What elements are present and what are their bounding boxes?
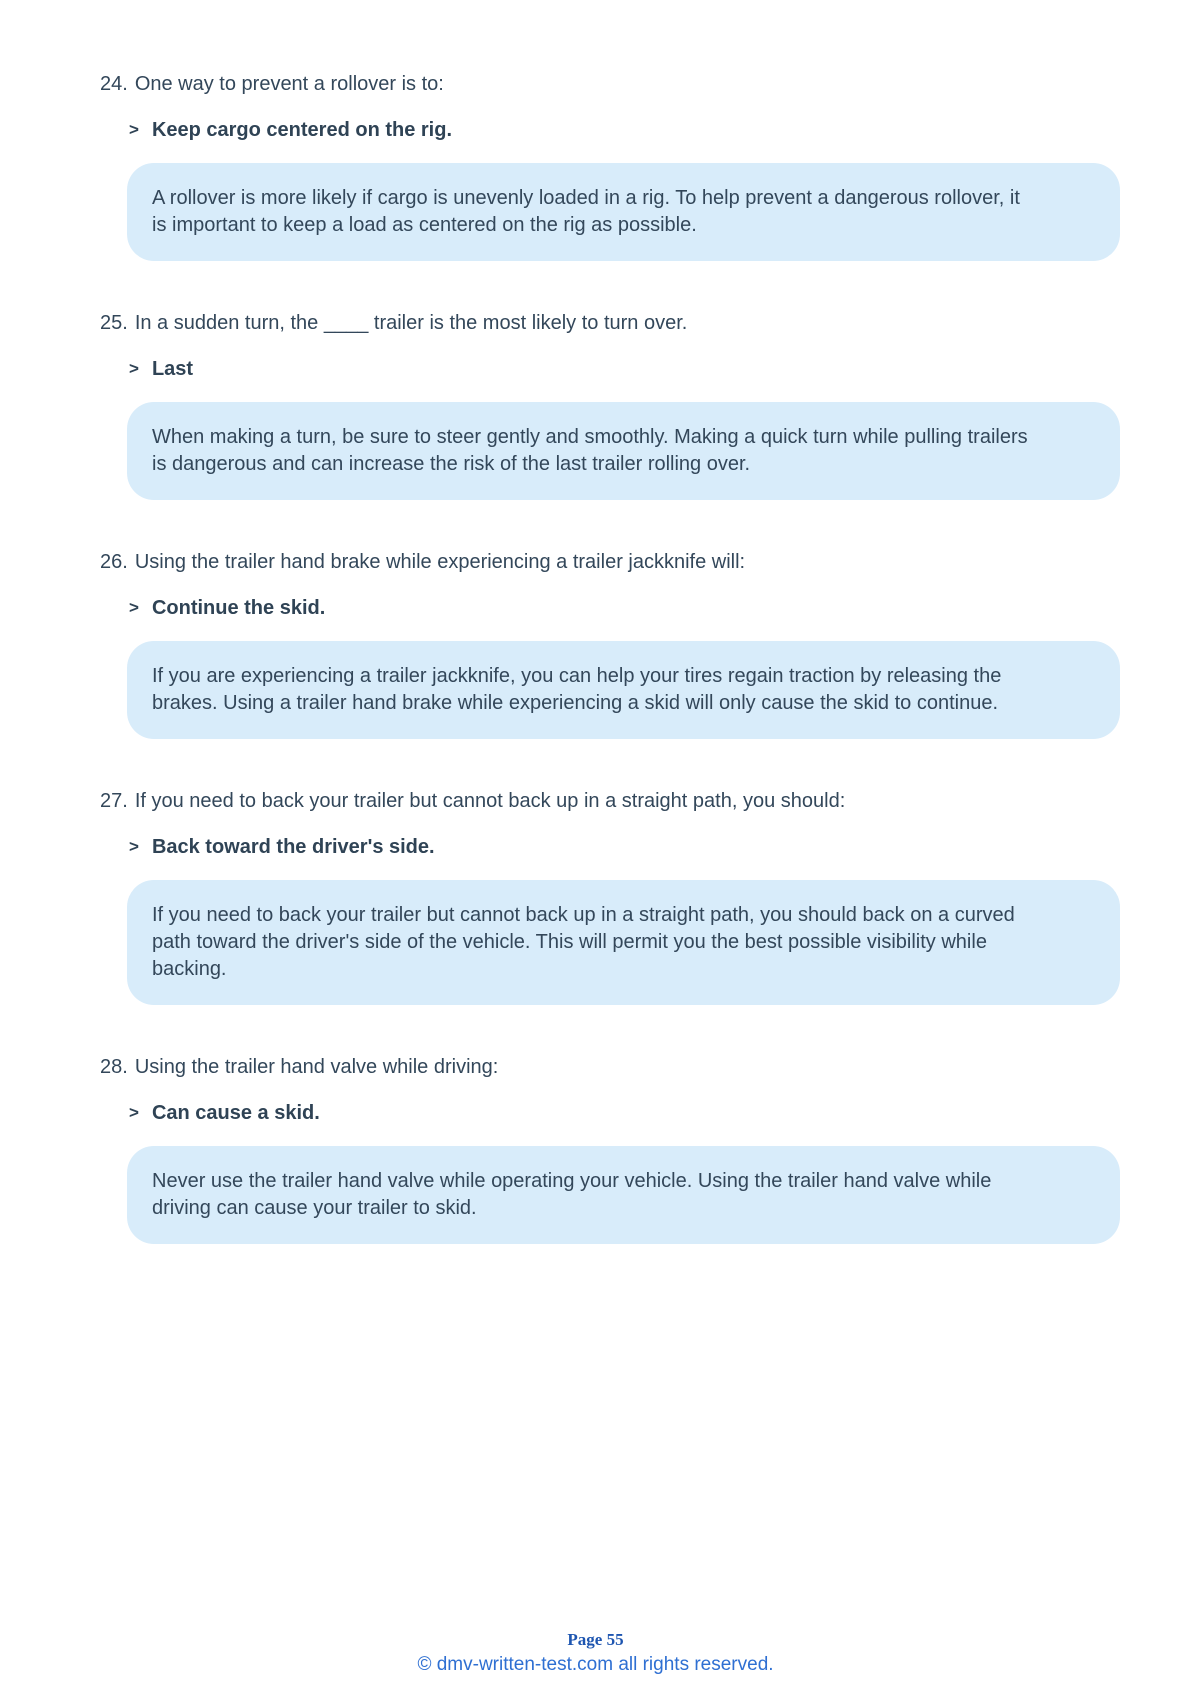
- explanation-box: [127, 641, 1120, 739]
- question-number: 26.: [100, 551, 128, 573]
- explanation-box: [127, 163, 1120, 261]
- question-label: If you need to back your trailer but cannot back up in a straight path, you should:: [134, 790, 846, 812]
- question-text: [100, 72, 1120, 96]
- question-text: [100, 311, 1120, 335]
- explanation-text: If you need to back your trailer but cannot back up in a straight path, you should back on a curved path toward the driver's side of the vehicle. This will permit you the best possible visibility while backing.: [152, 904, 1015, 980]
- question-number: 25.: [100, 312, 128, 334]
- answer-text: Can cause a skid.: [151, 1102, 320, 1124]
- answer-text: Last: [151, 358, 194, 380]
- explanation-text: When making a turn, be sure to steer gently and smoothly. Making a quick turn while pulling trailers is dangerous and can increase the risk of the last trailer rolling over.: [152, 426, 1028, 475]
- answer-marker: >: [129, 120, 139, 139]
- question-text: [100, 789, 1120, 813]
- answer-line: [129, 596, 1120, 621]
- question-text: [100, 550, 1120, 574]
- question-block-26: [100, 550, 1120, 739]
- question-block-27: [100, 789, 1120, 1005]
- question-block-24: [100, 72, 1120, 261]
- answer-marker: >: [129, 837, 139, 856]
- explanation-box: [127, 880, 1120, 1005]
- answer-text: Keep cargo centered on the rig.: [151, 119, 453, 141]
- question-block-25: [100, 311, 1120, 500]
- question-block-28: [100, 1055, 1120, 1244]
- answer-marker: >: [129, 1103, 139, 1122]
- copyright-notice: © dmv-written-test.com all rights reserved.: [417, 1654, 774, 1675]
- page-number-label: Page 55: [567, 1630, 624, 1649]
- explanation-text: A rollover is more likely if cargo is unevenly loaded in a rig. To help prevent a dangerous rollover, it is important to keep a load as centered on the rig as possible.: [152, 187, 1020, 236]
- question-text: [100, 1055, 1120, 1079]
- explanation-box: [127, 402, 1120, 500]
- answer-marker: >: [129, 359, 139, 378]
- question-label: Using the trailer hand brake while experiencing a trailer jackknife will:: [134, 551, 746, 573]
- answer-line: [129, 357, 1120, 382]
- question-number: 24.: [100, 73, 128, 95]
- question-label: Using the trailer hand valve while driving:: [134, 1056, 499, 1078]
- explanation-text: If you are experiencing a trailer jackknife, you can help your tires regain traction by releasing the brakes. Using a trailer hand brake while experiencing a skid will only cause the skid to continue.: [152, 665, 1002, 714]
- question-number: 27.: [100, 790, 128, 812]
- answer-text: Continue the skid.: [151, 597, 326, 619]
- answer-text: Back toward the driver's side.: [151, 836, 435, 858]
- question-label: In a sudden turn, the ____ trailer is the most likely to turn over.: [134, 312, 688, 334]
- explanation-box: [127, 1146, 1120, 1244]
- explanation-text: Never use the trailer hand valve while operating your vehicle. Using the trailer hand valve while driving can cause your trailer to skid.: [152, 1170, 992, 1219]
- answer-line: [129, 1101, 1120, 1126]
- answer-line: [129, 835, 1120, 860]
- answer-line: [129, 118, 1120, 143]
- question-label: One way to prevent a rollover is to:: [134, 73, 444, 95]
- question-number: 28.: [100, 1056, 128, 1078]
- answer-marker: >: [129, 598, 139, 617]
- page-footer: [0, 1630, 1191, 1676]
